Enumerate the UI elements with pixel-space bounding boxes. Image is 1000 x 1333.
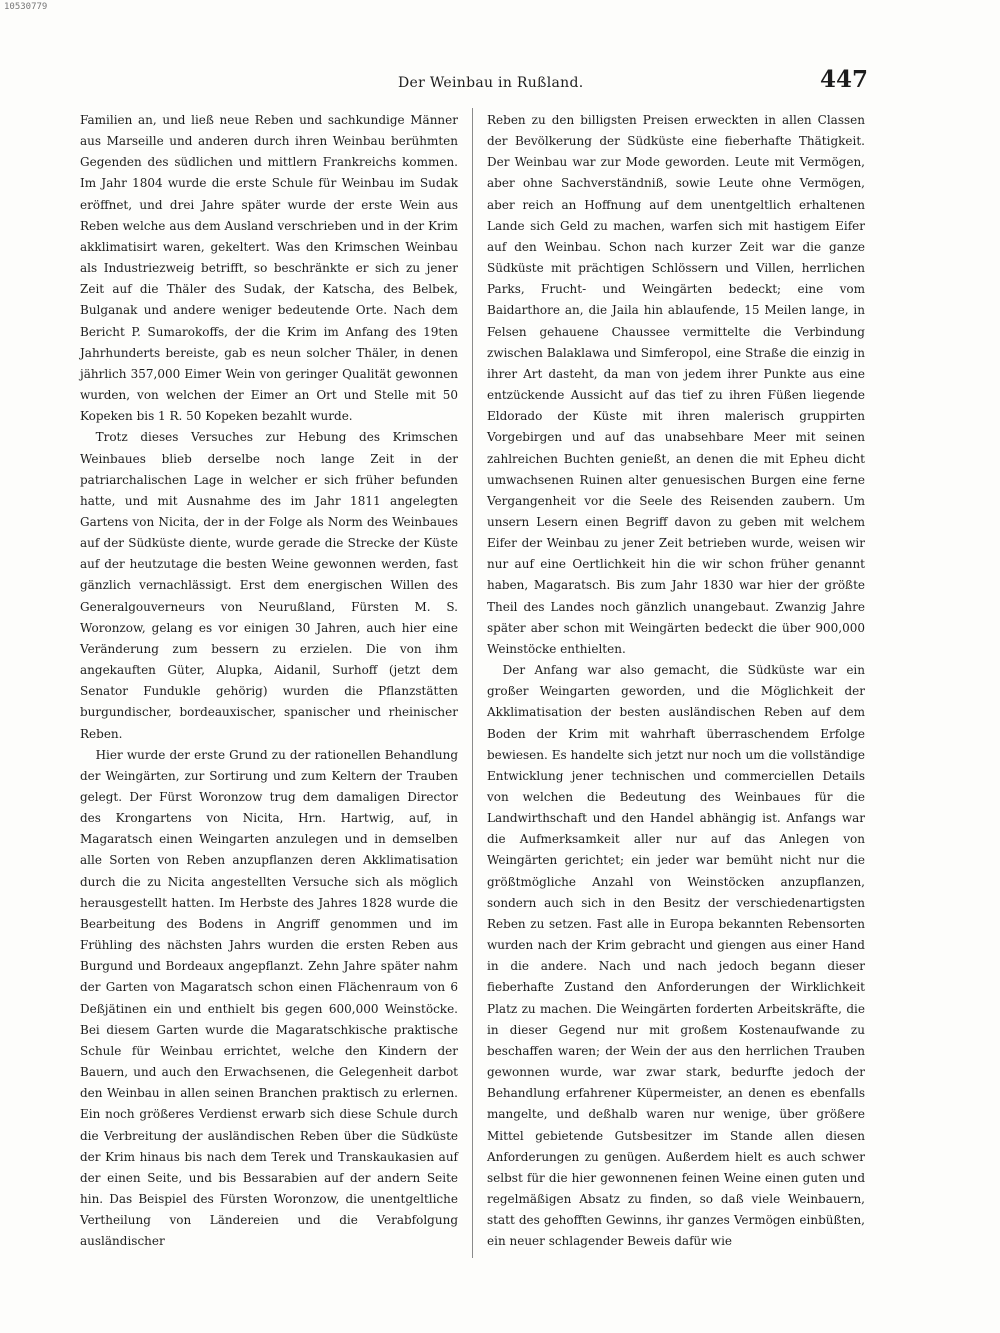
right-column (487, 110, 865, 1252)
left-column (80, 110, 458, 1252)
page-number: 447 (819, 66, 868, 93)
paragraph: Trotz dieses Versuches zur Hebung des Krimschen Weinbaues blieb derselbe noch lange Zeit in der patriarchalischen Lage in welcher er sich früher befunden hatte, und mit Ausnahme des im Jahr 1811 angelegten Gartens von Nicita, der in der Folge als Norm des Weinbaues auf der Südküste diente, wurde gerade die Strecke der Küste auf der heutzutage die besten Weine gewonnen werden, fast gänzlich vernachlässigt. Erst dem energischen Willen des Generalgouverneurs von Neurußland, Fürsten M. S. Woronzow, gelang es vor einigen 30 Jahren, auch hier eine Veränderung zum bessern zu erzielen. Die von ihm angekauften Güter, Alupka, Aidanil, Surhoff (jetzt dem Senator Fundukle gehörig) wurden die Pflanzstätten burgundischer, bordeauxischer, spanischer und rheinischer Reben. (80, 430, 458, 741)
paragraph: Der Anfang war also gemacht, die Südküste war ein großer Weingarten geworden, und die Möglichkeit der Akklimatisation der besten ausländischen Reben auf dem Boden der Krim mit wahrhaft überraschendem Erfolge bewiesen. Es handelte sich jetzt nur noch um die vollständige Entwicklung jener technischen und commerciellen Details von welchen die Bedeutung des Weinbaues für die Landwirthschaft und den Handel abhängig ist. Anfangs war die Aufmerksamkeit aller nur auf das Anlegen von Weingärten gerichtet; ein jeder war bemüht nicht nur die größtmögliche Anzahl von Weinstöcken anzupflanzen, sondern auch sich in den Besitz der verschiedenartigsten Reben zu setzen. Fast alle in Europa bekannten Rebensorten wurden nach der Krim gebracht und giengen aus einer Hand in die andere. Nach und nach jedoch begann dieser fieberhafte Zustand den Anforderungen der Wirklichkeit Platz zu machen. Die Weingärten forderten Arbeitskräfte, die in dieser Gegend nur mit großem Kostenaufwande zu beschaffen waren; der Wein der aus den herrlichen Trauben gewonnen wurde, war zwar stark, bedurfte jedoch der Behandlung erfahrener Küpermeister, an denen es ebenfalls mangelte, und deßhalb waren nur wenige, über größere Mittel gebietende Gutsbesitzer im Stande allen diesen Anforderungen zu genügen. Außerdem hielt es auch schwer selbst für die hier gewonnenen feinen Weine einen guten und regelmäßigen Absatz zu finden, so daß viele Weinbauern, statt des gehofften Gewinns, ihr ganzes Vermögen einbüßten, ein neuer schlagender Beweis dafür wie (487, 663, 865, 1249)
paragraph: Hier wurde der erste Grund zu der rationellen Behandlung der Weingärten, zur Sortirung und zum Keltern der Trauben gelegt. Der Fürst Woronzow trug dem damaligen Director des Krongartens von Nicita, Hrn. Hartwig, auf, in Magaratsch einen Weingarten anzulegen und in demselben alle Sorten von Reben anzupflanzen deren Akklimatisation durch die zu Nicita angestellten Versuche sich als möglich herausgestellt hatten. Im Herbste des Jahres 1828 wurde die Bearbeitung des Bodens in Angriff genommen und im Frühling des nächsten Jahrs wurden die ersten Reben aus Burgund und Bordeaux angepflanzt. Zehn Jahre später nahm der Garten von Magaratsch schon einen Flächenraum von 6 Deßjätinen ein und enthielt bis gegen 600,000 Weinstöcke. Bei diesem Garten wurde die Magaratschkische praktische Schule für Weinbau errichtet, welche den Kindern der Bauern, und auch den Erwachsenen, die Gelegenheit darbot den Weinbau in allen seinen Branchen praktisch zu erlernen. Ein noch größeres Verdienst erwarb sich diese Schule durch die Verbreitung der ausländischen Reben über die Südküste der Krim hinaus bis nach dem Terek und Transkaukasien auf der einen Seite, und bis Bessarabien auf der andern Seite hin. Das Beispiel des Fürsten Woronzow, die unentgeltliche Vertheilung von Ländereien und die Verabfolgung ausländischer (80, 747, 458, 1249)
page-header (80, 66, 868, 96)
column-divider (472, 108, 473, 1258)
paragraph: Familien an, und ließ neue Reben und sachkundige Männer aus Marseille und anderen durch ihren Weinbau berühmten Gegenden des südlichen und mittlern Frankreichs kommen. Im Jahr 1804 wurde die erste Schule für Weinbau im Sudak eröffnet, und drei Jahre später wurde der erste Wein aus Reben welche aus dem Ausland verschrieben und in der Krim akklimatisirt waren, gekeltert. Was den Krimschen Weinbau als Industriezweig betrifft, so beschränkte er sich zu jener Zeit auf die Thäler des Sudak, der Katscha, des Belbek, Bulganak und andere weniger bedeutende Orte. Nach dem Bericht P. Sumarokoffs, der die Krim im Anfang des 19ten Jahrhunderts bereiste, gab es neun solcher Thäler, in denen jährlich 357,000 Eimer Wein von geringer Qualität gewonnen wurden, von welchen der Eimer an Ort und Stelle mit 50 Kopeken bis 1 R. 50 Kopeken bezahlt wurde. (80, 113, 458, 424)
running-title: Der Weinbau in Rußland. (398, 75, 584, 91)
scan-id-label: 10530779 (4, 2, 48, 12)
paragraph: Reben zu den billigsten Preisen erweckten in allen Classen der Bevölkerung der Südküste eine fieberhafte Thätigkeit. Der Weinbau war zur Mode geworden. Leute mit Vermögen, aber ohne Sachverständniß, sowie Leute ohne Vermögen, aber reich an Hoffnung auf dem unentgeltlich erhaltenen Lande sich Geld zu machen, warfen sich mit hastigem Eifer auf den Weinbau. Schon nach kurzer Zeit war die ganze Südküste mit prächtigen Schlössern und Villen, herrlichen Parks, Frucht- und Weingärten bedeckt; eine vom Baidarthore an, die Jaila hin ablaufende, 15 Meilen lange, in Felsen gehauene Chaussee vermittelte die Verbindung zwischen Balaklawa und Simferopol, eine Straße die einzig in ihrer Art dasteht, da man von jedem ihrer Punkte aus eine entzückende Aussicht auf das tief zu ihren Füßen liegende Eldorado der Küste mit ihren malerisch gruppirten Vorgebirgen und auf das unabsehbare Meer mit seinen zahlreichen Buchten genießt, an denen die mit Epheu dicht umwachsenen Ruinen alter genuesischen Burgen eine ferne Vergangenheit vor die Seele des Reisenden zaubern. Um unsern Lesern einen Begriff davon zu geben mit welchem Eifer der Weinbau zu jener Zeit betrieben wurde, weisen wir nur auf eine Oertlichkeit hin die wir schon früher genannt haben, Magaratsch. Bis zum Jahr 1830 war hier der größte Theil des Landes noch gänzlich unangebaut. Zwanzig Jahre später aber schon mit Weingärten bedeckt die über 900,000 Weinstöcke enthielten. (487, 113, 865, 656)
